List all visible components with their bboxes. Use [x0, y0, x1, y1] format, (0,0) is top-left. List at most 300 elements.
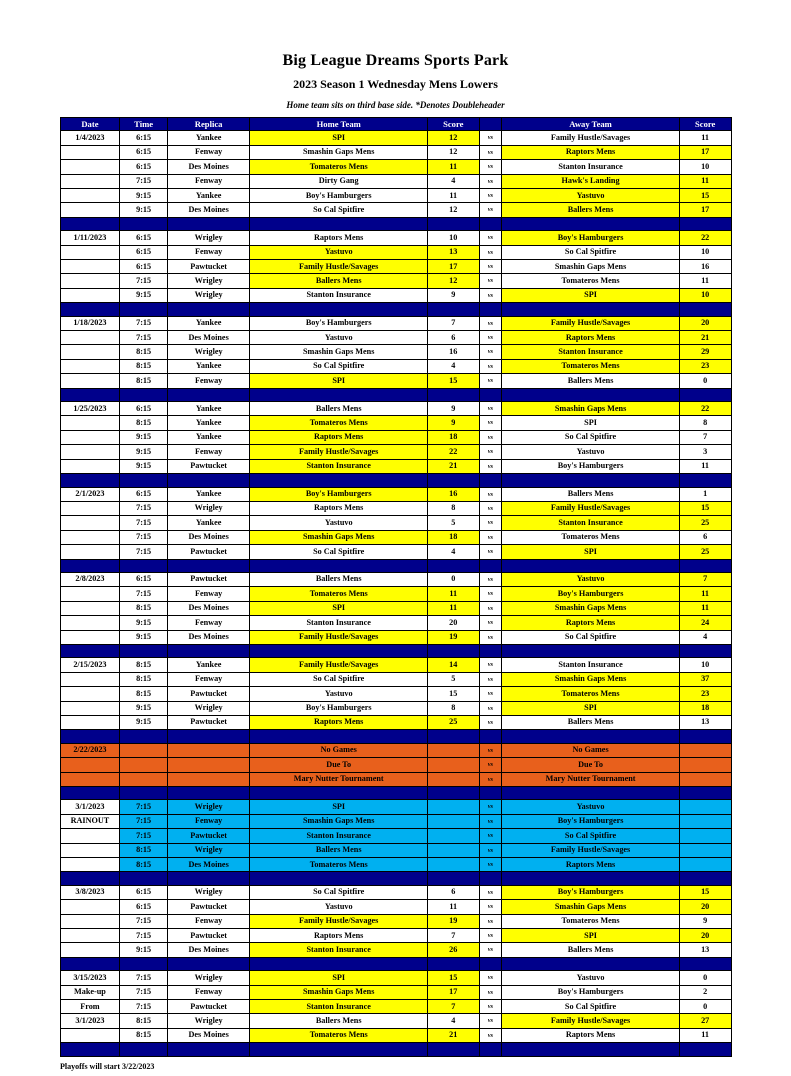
cell-home-team: SPI: [250, 971, 428, 985]
cell-away-team: Boy's Hamburgers: [502, 587, 680, 601]
table-row: [60, 416, 731, 430]
separator-cell: [250, 559, 428, 572]
cell-home-team: Due To: [250, 758, 428, 772]
cell-time: 8:15: [120, 345, 167, 359]
cell-time: 6:15: [120, 900, 167, 914]
cell-away-score: 15: [679, 189, 731, 203]
vs-label: vs: [479, 189, 502, 203]
cell-replica: Yankee: [167, 316, 250, 330]
cell-time: 8:15: [120, 672, 167, 686]
column-header: Away Team: [502, 118, 680, 131]
footer-note: Playoffs will start 3/22/2023: [60, 1061, 155, 1071]
vs-label: vs: [479, 658, 502, 672]
cell-away-score: 29: [679, 345, 731, 359]
separator-cell: [479, 730, 502, 743]
cell-replica: Pawtucket: [167, 545, 250, 559]
cell-away-score: 11: [679, 174, 731, 188]
separator-cell: [479, 957, 502, 970]
cell-home-team: Raptors Mens: [250, 715, 428, 729]
cell-away-score: [679, 743, 731, 757]
table-row: [60, 530, 731, 544]
column-header: [479, 118, 502, 131]
cell-replica: Des Moines: [167, 331, 250, 345]
vs-label: vs: [479, 1028, 502, 1042]
cell-date: [60, 260, 120, 274]
cell-date: [60, 772, 120, 786]
separator-cell: [60, 644, 120, 657]
table-row: [60, 929, 731, 943]
cell-away-score: 25: [679, 545, 731, 559]
cell-away-team: Hawk's Landing: [502, 174, 680, 188]
separator-cell: [502, 474, 680, 487]
separator-cell: [502, 957, 680, 970]
separator-cell: [60, 957, 120, 970]
cell-home-team: Boy's Hamburgers: [250, 701, 428, 715]
cell-date: [60, 445, 120, 459]
cell-time: 7:15: [120, 800, 167, 814]
cell-away-team: Boy's Hamburgers: [502, 885, 680, 899]
cell-away-score: 8: [679, 416, 731, 430]
separator-cell: [120, 559, 167, 572]
cell-home-score: 21: [427, 1028, 479, 1042]
separator-cell: [60, 786, 120, 799]
cell-date: [60, 587, 120, 601]
block-separator: [60, 730, 731, 743]
cell-date: [60, 288, 120, 302]
vs-label: vs: [479, 914, 502, 928]
cell-home-team: SPI: [250, 374, 428, 388]
separator-cell: [502, 1043, 680, 1056]
cell-time: 7:15: [120, 829, 167, 843]
separator-cell: [502, 786, 680, 799]
cell-date: [60, 829, 120, 843]
separator-cell: [427, 474, 479, 487]
cell-home-score: 8: [427, 501, 479, 515]
separator-cell: [250, 1043, 428, 1056]
table-row: [60, 858, 731, 872]
vs-label: vs: [479, 274, 502, 288]
cell-away-team: Raptors Mens: [502, 858, 680, 872]
table-row: [60, 359, 731, 373]
separator-cell: [502, 217, 680, 230]
cell-away-score: 10: [679, 245, 731, 259]
cell-home-team: SPI: [250, 800, 428, 814]
vs-label: vs: [479, 260, 502, 274]
cell-away-team: Ballers Mens: [502, 715, 680, 729]
cell-date: [60, 516, 120, 530]
schedule-page: [0, 52, 791, 1076]
table-row: [60, 260, 731, 274]
cell-time: 7:15: [120, 985, 167, 999]
separator-cell: [167, 303, 250, 316]
cell-home-team: Tomateros Mens: [250, 160, 428, 174]
cell-replica: Des Moines: [167, 858, 250, 872]
separator-cell: [120, 1043, 167, 1056]
cell-home-score: 25: [427, 715, 479, 729]
cell-home-score: 12: [427, 274, 479, 288]
cell-home-score: 6: [427, 331, 479, 345]
cell-away-score: 0: [679, 374, 731, 388]
cell-away-team: Ballers Mens: [502, 487, 680, 501]
cell-home-score: [427, 772, 479, 786]
cell-date: [60, 501, 120, 515]
vs-label: vs: [479, 985, 502, 999]
cell-away-score: 22: [679, 231, 731, 245]
cell-replica: Pawtucket: [167, 929, 250, 943]
cell-time: 7:15: [120, 545, 167, 559]
table-row: [60, 914, 731, 928]
table-row: [60, 630, 731, 644]
cell-home-score: 10: [427, 231, 479, 245]
separator-cell: [250, 474, 428, 487]
cell-home-team: Raptors Mens: [250, 501, 428, 515]
cell-replica: Wrigley: [167, 843, 250, 857]
cell-time: 7:15: [120, 587, 167, 601]
separator-cell: [250, 217, 428, 230]
page-note: Home team sits on third base side. *Denotes Doubleheader: [286, 100, 505, 110]
cell-home-team: No Games: [250, 743, 428, 757]
cell-time: 7:15: [120, 174, 167, 188]
cell-away-score: 25: [679, 516, 731, 530]
cell-away-score: 21: [679, 331, 731, 345]
cell-date: [60, 545, 120, 559]
cell-replica: Yankee: [167, 189, 250, 203]
table-row: [60, 843, 731, 857]
cell-time: 9:15: [120, 943, 167, 957]
separator-cell: [427, 872, 479, 885]
cell-away-team: Ballers Mens: [502, 203, 680, 217]
column-header: Home Team: [250, 118, 428, 131]
block-separator: [60, 957, 731, 970]
cell-away-team: So Cal Spitfire: [502, 630, 680, 644]
vs-label: vs: [479, 929, 502, 943]
cell-replica: Pawtucket: [167, 260, 250, 274]
cell-home-score: [427, 800, 479, 814]
separator-cell: [427, 388, 479, 401]
table-row: [60, 800, 731, 814]
cell-replica: Pawtucket: [167, 572, 250, 586]
separator-cell: [60, 872, 120, 885]
cell-home-score: 9: [427, 402, 479, 416]
cell-away-team: So Cal Spitfire: [502, 245, 680, 259]
cell-away-team: Tomateros Mens: [502, 359, 680, 373]
cell-away-team: Raptors Mens: [502, 145, 680, 159]
vs-label: vs: [479, 501, 502, 515]
table-row: [60, 1000, 731, 1014]
separator-cell: [502, 559, 680, 572]
cell-home-score: 21: [427, 459, 479, 473]
cell-home-team: SPI: [250, 131, 428, 145]
cell-away-score: [679, 772, 731, 786]
cell-away-score: 17: [679, 145, 731, 159]
cell-replica: Yankee: [167, 430, 250, 444]
cell-replica: Yankee: [167, 416, 250, 430]
cell-away-team: No Games: [502, 743, 680, 757]
vs-label: vs: [479, 858, 502, 872]
vs-label: vs: [479, 345, 502, 359]
cell-home-score: 15: [427, 971, 479, 985]
separator-cell: [427, 957, 479, 970]
cell-home-team: Smashin Gaps Mens: [250, 345, 428, 359]
cell-home-team: Smashin Gaps Mens: [250, 530, 428, 544]
separator-cell: [479, 872, 502, 885]
cell-home-team: So Cal Spitfire: [250, 545, 428, 559]
table-row: [60, 445, 731, 459]
cell-time: 9:15: [120, 630, 167, 644]
cell-time: 8:15: [120, 658, 167, 672]
cell-time: 8:15: [120, 1014, 167, 1028]
cell-away-team: Boy's Hamburgers: [502, 985, 680, 999]
separator-cell: [502, 303, 680, 316]
separator-cell: [250, 644, 428, 657]
vs-label: vs: [479, 545, 502, 559]
cell-replica: Fenway: [167, 445, 250, 459]
vs-label: vs: [479, 814, 502, 828]
cell-away-team: SPI: [502, 416, 680, 430]
vs-label: vs: [479, 687, 502, 701]
column-header: Date: [60, 118, 120, 131]
page-title: Big League Dreams Sports Park: [282, 52, 509, 69]
table-row: [60, 900, 731, 914]
separator-cell: [427, 730, 479, 743]
vs-label: vs: [479, 616, 502, 630]
cell-time: 6:15: [120, 885, 167, 899]
separator-cell: [250, 957, 428, 970]
cell-away-score: 20: [679, 929, 731, 943]
cell-replica: Wrigley: [167, 231, 250, 245]
cell-home-team: Mary Nutter Tournament: [250, 772, 428, 786]
separator-cell: [679, 559, 731, 572]
vs-label: vs: [479, 800, 502, 814]
cell-home-score: 18: [427, 530, 479, 544]
vs-label: vs: [479, 445, 502, 459]
vs-label: vs: [479, 885, 502, 899]
column-header: Time: [120, 118, 167, 131]
cell-home-team: Stanton Insurance: [250, 943, 428, 957]
cell-away-score: [679, 814, 731, 828]
vs-label: vs: [479, 174, 502, 188]
block-separator: [60, 644, 731, 657]
cell-away-score: 13: [679, 715, 731, 729]
cell-date: 2/22/2023: [60, 743, 120, 757]
separator-cell: [60, 303, 120, 316]
separator-cell: [60, 730, 120, 743]
separator-cell: [679, 303, 731, 316]
cell-time: 6:15: [120, 245, 167, 259]
table-row: [60, 459, 731, 473]
cell-date: [60, 943, 120, 957]
cell-home-score: 5: [427, 672, 479, 686]
cell-date: [60, 160, 120, 174]
cell-time: 9:15: [120, 288, 167, 302]
cell-home-score: 20: [427, 616, 479, 630]
cell-home-team: Family Hustle/Savages: [250, 658, 428, 672]
table-row: [60, 174, 731, 188]
cell-home-team: Ballers Mens: [250, 274, 428, 288]
cell-home-score: 4: [427, 1014, 479, 1028]
column-header: Score: [427, 118, 479, 131]
vs-label: vs: [479, 572, 502, 586]
separator-cell: [427, 786, 479, 799]
cell-home-score: 13: [427, 245, 479, 259]
vs-label: vs: [479, 672, 502, 686]
cell-away-score: 11: [679, 459, 731, 473]
cell-away-score: 4: [679, 630, 731, 644]
cell-home-team: Family Hustle/Savages: [250, 445, 428, 459]
cell-home-team: Boy's Hamburgers: [250, 487, 428, 501]
cell-date: [60, 203, 120, 217]
cell-away-team: Yastuvo: [502, 189, 680, 203]
cell-time: 7:15: [120, 814, 167, 828]
separator-cell: [120, 388, 167, 401]
separator-cell: [427, 303, 479, 316]
table-row: [60, 601, 731, 615]
cell-time: 6:15: [120, 402, 167, 416]
vs-label: vs: [479, 231, 502, 245]
cell-away-team: Smashin Gaps Mens: [502, 260, 680, 274]
separator-cell: [679, 388, 731, 401]
cell-away-score: 15: [679, 885, 731, 899]
cell-away-score: 10: [679, 658, 731, 672]
cell-time: 7:15: [120, 530, 167, 544]
column-header: Replica: [167, 118, 250, 131]
separator-cell: [679, 644, 731, 657]
separator-cell: [250, 303, 428, 316]
cell-home-score: 4: [427, 359, 479, 373]
cell-time: 7:15: [120, 929, 167, 943]
cell-away-team: Boy's Hamburgers: [502, 459, 680, 473]
cell-home-team: So Cal Spitfire: [250, 203, 428, 217]
separator-cell: [479, 644, 502, 657]
table-row: [60, 743, 731, 757]
document-header: [0, 52, 791, 110]
table-row: [60, 1014, 731, 1028]
cell-replica: Pawtucket: [167, 1000, 250, 1014]
cell-home-team: Yastuvo: [250, 900, 428, 914]
cell-away-score: [679, 800, 731, 814]
separator-cell: [167, 217, 250, 230]
table-row: [60, 943, 731, 957]
cell-date: [60, 145, 120, 159]
separator-cell: [60, 474, 120, 487]
separator-cell: [479, 1043, 502, 1056]
vs-label: vs: [479, 245, 502, 259]
cell-time: 8:15: [120, 858, 167, 872]
cell-home-team: Raptors Mens: [250, 929, 428, 943]
vs-label: vs: [479, 943, 502, 957]
table-row: [60, 487, 731, 501]
cell-away-score: [679, 858, 731, 872]
block-separator: [60, 474, 731, 487]
cell-date: RAINOUT: [60, 814, 120, 828]
cell-time: 7:15: [120, 274, 167, 288]
cell-replica: [167, 772, 250, 786]
block-separator: [60, 786, 731, 799]
cell-replica: Yankee: [167, 658, 250, 672]
cell-home-team: So Cal Spitfire: [250, 672, 428, 686]
separator-cell: [120, 730, 167, 743]
vs-label: vs: [479, 772, 502, 786]
cell-home-score: [427, 758, 479, 772]
cell-replica: Des Moines: [167, 943, 250, 957]
separator-cell: [479, 559, 502, 572]
table-row: [60, 572, 731, 586]
cell-replica: Pawtucket: [167, 900, 250, 914]
cell-replica: Des Moines: [167, 530, 250, 544]
separator-cell: [479, 303, 502, 316]
block-separator: [60, 559, 731, 572]
cell-away-team: SPI: [502, 288, 680, 302]
cell-home-team: Smashin Gaps Mens: [250, 814, 428, 828]
cell-home-team: Family Hustle/Savages: [250, 630, 428, 644]
cell-home-score: 15: [427, 374, 479, 388]
cell-away-team: Raptors Mens: [502, 1028, 680, 1042]
cell-home-score: 9: [427, 416, 479, 430]
cell-home-team: Raptors Mens: [250, 430, 428, 444]
cell-time: 6:15: [120, 260, 167, 274]
cell-away-score: 11: [679, 131, 731, 145]
cell-time: 6:15: [120, 487, 167, 501]
cell-time: 6:15: [120, 160, 167, 174]
cell-home-score: 4: [427, 174, 479, 188]
vs-label: vs: [479, 701, 502, 715]
cell-away-score: 11: [679, 1028, 731, 1042]
cell-replica: Fenway: [167, 814, 250, 828]
cell-home-score: 12: [427, 203, 479, 217]
cell-home-score: [427, 743, 479, 757]
cell-date: 3/15/2023: [60, 971, 120, 985]
cell-date: [60, 616, 120, 630]
cell-home-team: Yastuvo: [250, 331, 428, 345]
cell-home-score: 26: [427, 943, 479, 957]
cell-date: [60, 929, 120, 943]
cell-away-team: Smashin Gaps Mens: [502, 601, 680, 615]
cell-home-score: 9: [427, 288, 479, 302]
vs-label: vs: [479, 971, 502, 985]
vs-label: vs: [479, 430, 502, 444]
cell-date: 2/8/2023: [60, 572, 120, 586]
separator-cell: [427, 1043, 479, 1056]
cell-date: [60, 245, 120, 259]
cell-time: 7:15: [120, 1000, 167, 1014]
cell-replica: Fenway: [167, 672, 250, 686]
separator-cell: [427, 559, 479, 572]
cell-away-score: 16: [679, 260, 731, 274]
vs-label: vs: [479, 530, 502, 544]
cell-home-score: 4: [427, 545, 479, 559]
table-row: [60, 814, 731, 828]
cell-home-team: Stanton Insurance: [250, 459, 428, 473]
cell-replica: Des Moines: [167, 1028, 250, 1042]
cell-home-team: Stanton Insurance: [250, 829, 428, 843]
cell-away-team: Stanton Insurance: [502, 160, 680, 174]
vs-label: vs: [479, 416, 502, 430]
cell-time: 7:15: [120, 316, 167, 330]
cell-date: [60, 274, 120, 288]
table-row: [60, 331, 731, 345]
cell-away-team: Ballers Mens: [502, 374, 680, 388]
separator-cell: [120, 474, 167, 487]
vs-label: vs: [479, 1000, 502, 1014]
cell-home-score: [427, 858, 479, 872]
cell-away-team: Yastuvo: [502, 800, 680, 814]
cell-away-score: 22: [679, 402, 731, 416]
separator-cell: [679, 957, 731, 970]
separator-cell: [120, 303, 167, 316]
cell-date: [60, 701, 120, 715]
vs-label: vs: [479, 316, 502, 330]
cell-home-team: Smashin Gaps Mens: [250, 985, 428, 999]
